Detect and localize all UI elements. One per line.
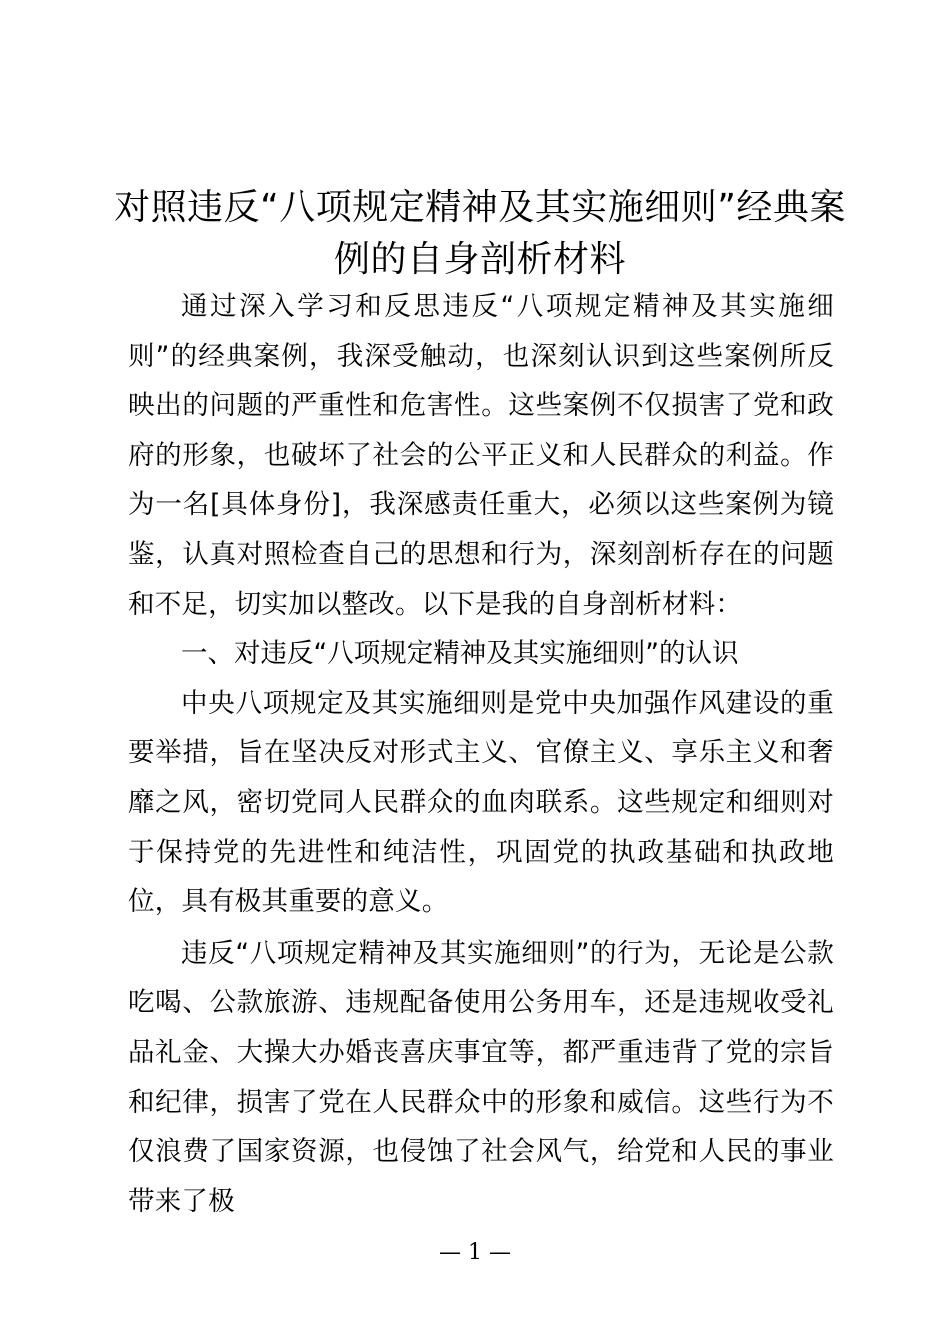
document-title: 对照违反“八项规定精神及其实施细则”经典案例的自身剖析材料: [114, 187, 846, 280]
document-body: [128, 282, 834, 1226]
section-heading-1: 一、对违反“八项规定精神及其实施细则”的认识: [181, 638, 739, 670]
paragraph-2: 中央八项规定及其实施细则是党中央加强作风建设的重要举措，旨在坚决反对形式主义、官僚主义、享乐主义和奢靡之风，密切党同人民群众的血肉联系。这些规定和细则对于保持党的先进性和纯洁性，巩固党的执政基础和执政地位，具有极其重要的意义。: [128, 687, 834, 918]
page-number: — 1 —: [439, 1240, 511, 1265]
paragraph-3: 违反“八项规定精神及其实施细则”的行为，无论是公款吃喝、公款旅游、违规配备使用公务用车，还是违规收受礼品礼金、大操大办婚丧喜庆事宜等，都严重违背了党的宗旨和纪律，损害了党在人民群众中的形象和威信。这些行为不仅浪费了国家资源，也侵蚀了社会风气，给党和人民的事业带来了极: [128, 937, 834, 1217]
intro-paragraph: 通过深入学习和反思违反“八项规定精神及其实施细则”的经典案例，我深受触动，也深刻认识到这些案例所反映出的问题的严重性和危害性。这些案例不仅损害了党和政府的形象，也破坏了社会的公平正义和人民群众的利益。作为一名[具体身份]，我深感责任重大，必须以这些案例为镜鉴，认真对照检查自己的思想和行为，深刻剖析存在的问题和不足，切实加以整改。以下是我的自身剖析材料：: [128, 291, 834, 620]
